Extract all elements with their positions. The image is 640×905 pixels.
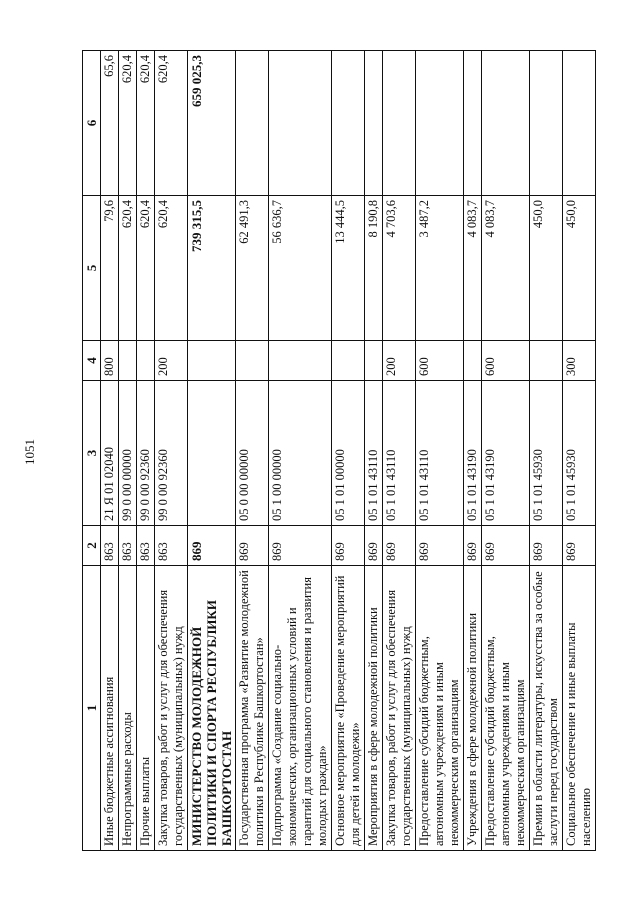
table-row xyxy=(563,51,596,851)
row-code: 869 xyxy=(236,526,269,566)
row-name: Мероприятия в сфере молодежной политики xyxy=(365,566,383,851)
row-expense-type xyxy=(236,341,269,381)
budget-table xyxy=(82,50,596,851)
row-target-article xyxy=(188,381,236,526)
row-name: Предоставление субсидий бюджетным, автономным учреждениям и иным некоммерческим организациям xyxy=(416,566,464,851)
row-name: Подпрограмма «Создание социально-экономических, организационных условий и гарантий для социального становления и развития молодых граждан» xyxy=(269,566,332,851)
row-name: Закупка товаров, работ и услуг для обеспечения государственных (муниципальных) нужд xyxy=(383,566,416,851)
row-code: 869 xyxy=(563,526,596,566)
page-number: 1051 xyxy=(22,439,37,465)
row-name: Государственная программа «Развитие молодежной политики в Республике Башкортостан» xyxy=(236,566,269,851)
row-expense-type xyxy=(188,341,236,381)
row-sum-col5: 620,4 xyxy=(119,196,137,341)
row-name: Учреждения в сфере молодежной политики xyxy=(464,566,482,851)
row-expense-type xyxy=(464,341,482,381)
row-sum-col6 xyxy=(365,51,383,196)
row-code: 869 xyxy=(365,526,383,566)
row-expense-type xyxy=(269,341,332,381)
row-sum-col5: 13 444,5 xyxy=(332,196,365,341)
row-target-article: 05 0 00 00000 xyxy=(236,381,269,526)
table-row xyxy=(119,51,137,851)
table-sheet xyxy=(82,51,593,851)
header-col-4: 4 xyxy=(83,341,101,381)
row-code: 869 xyxy=(464,526,482,566)
row-sum-col5: 4 083,7 xyxy=(482,196,530,341)
row-name: Социальное обеспечение и иные выплаты населению xyxy=(563,566,596,851)
row-sum-col6: 659 025,3 xyxy=(188,51,236,196)
row-target-article: 05 1 01 45930 xyxy=(530,381,563,526)
row-name: Прочие выплаты xyxy=(137,566,155,851)
row-target-article: 99 0 00 00000 xyxy=(119,381,137,526)
row-sum-col5: 450,0 xyxy=(563,196,596,341)
row-target-article: 05 1 01 43110 xyxy=(416,381,464,526)
table-row xyxy=(416,51,464,851)
table-row xyxy=(530,51,563,851)
row-name: Закупка товаров, работ и услуг для обеспечения государственных (муниципальных) нужд xyxy=(155,566,188,851)
table-row xyxy=(236,51,269,851)
table-row xyxy=(383,51,416,851)
header-col-1: 1 xyxy=(83,566,101,851)
row-sum-col6 xyxy=(383,51,416,196)
row-expense-type xyxy=(137,341,155,381)
row-expense-type: 800 xyxy=(101,341,119,381)
header-col-2: 2 xyxy=(83,526,101,566)
row-name: МИНИСТЕРСТВО МОЛОДЕЖНОЙ ПОЛИТИКИ И СПОРТА РЕСПУБЛИКИ БАШКОРТОСТАН xyxy=(188,566,236,851)
row-sum-col5: 8 190,8 xyxy=(365,196,383,341)
row-code: 869 xyxy=(482,526,530,566)
row-code: 869 xyxy=(332,526,365,566)
row-code: 869 xyxy=(530,526,563,566)
row-expense-type: 200 xyxy=(155,341,188,381)
row-target-article: 05 1 01 45930 xyxy=(563,381,596,526)
table-row xyxy=(464,51,482,851)
header-col-6: 6 xyxy=(83,51,101,196)
row-sum-col6 xyxy=(269,51,332,196)
row-expense-type: 300 xyxy=(563,341,596,381)
row-sum-col6: 620,4 xyxy=(137,51,155,196)
row-sum-col5: 620,4 xyxy=(155,196,188,341)
row-sum-col5: 4 703,6 xyxy=(383,196,416,341)
row-code: 863 xyxy=(137,526,155,566)
row-expense-type xyxy=(119,341,137,381)
row-sum-col6 xyxy=(530,51,563,196)
row-sum-col5: 56 636,7 xyxy=(269,196,332,341)
row-code: 869 xyxy=(383,526,416,566)
row-code: 869 xyxy=(416,526,464,566)
row-name: Предоставление субсидий бюджетным, автономным учреждениям и иным некоммерческим организациям xyxy=(482,566,530,851)
rotated-table-container xyxy=(82,51,593,851)
row-target-article: 05 1 01 43110 xyxy=(365,381,383,526)
row-sum-col6 xyxy=(464,51,482,196)
row-sum-col6 xyxy=(482,51,530,196)
table-row xyxy=(332,51,365,851)
row-sum-col5: 450,0 xyxy=(530,196,563,341)
row-expense-type: 600 xyxy=(482,341,530,381)
row-sum-col5: 620,4 xyxy=(137,196,155,341)
row-sum-col5: 62 491,3 xyxy=(236,196,269,341)
row-expense-type xyxy=(365,341,383,381)
table-row xyxy=(188,51,236,851)
row-sum-col5: 3 487,2 xyxy=(416,196,464,341)
row-sum-col5: 4 083,7 xyxy=(464,196,482,341)
row-target-article: 05 1 01 43110 xyxy=(383,381,416,526)
row-code: 869 xyxy=(188,526,236,566)
row-sum-col6 xyxy=(563,51,596,196)
row-target-article: 05 1 01 43190 xyxy=(464,381,482,526)
row-expense-type xyxy=(530,341,563,381)
table-row xyxy=(137,51,155,851)
row-target-article: 21 Я 01 02040 xyxy=(101,381,119,526)
header-col-5: 5 xyxy=(83,196,101,341)
table-row xyxy=(101,51,119,851)
row-target-article: 99 0 00 92360 xyxy=(137,381,155,526)
row-code: 863 xyxy=(101,526,119,566)
row-target-article: 05 1 01 00000 xyxy=(332,381,365,526)
row-sum-col6: 65,6 xyxy=(101,51,119,196)
row-target-article: 99 0 00 92360 xyxy=(155,381,188,526)
row-sum-col6 xyxy=(416,51,464,196)
row-name: Премии в области литературы, искусства за особые заслуги перед государством xyxy=(530,566,563,851)
table-body xyxy=(101,51,596,851)
table-row xyxy=(482,51,530,851)
row-sum-col6: 620,4 xyxy=(155,51,188,196)
row-code: 869 xyxy=(269,526,332,566)
row-sum-col6: 620,4 xyxy=(119,51,137,196)
row-target-article: 05 1 01 43190 xyxy=(482,381,530,526)
table-row xyxy=(269,51,332,851)
row-sum-col6 xyxy=(332,51,365,196)
row-name: Непрограммные расходы xyxy=(119,566,137,851)
row-target-article: 05 1 00 00000 xyxy=(269,381,332,526)
table-row xyxy=(365,51,383,851)
row-code: 863 xyxy=(119,526,137,566)
row-code: 863 xyxy=(155,526,188,566)
row-sum-col6 xyxy=(236,51,269,196)
row-expense-type: 200 xyxy=(383,341,416,381)
row-sum-col5: 739 315,5 xyxy=(188,196,236,341)
row-name: Основное мероприятие «Проведение мероприятий для детей и молодежи» xyxy=(332,566,365,851)
table-row xyxy=(155,51,188,851)
header-row xyxy=(83,51,101,851)
header-col-3: 3 xyxy=(83,381,101,526)
row-sum-col5: 79,6 xyxy=(101,196,119,341)
row-expense-type: 600 xyxy=(416,341,464,381)
row-expense-type xyxy=(332,341,365,381)
row-name: Иные бюджетные ассигнования xyxy=(101,566,119,851)
